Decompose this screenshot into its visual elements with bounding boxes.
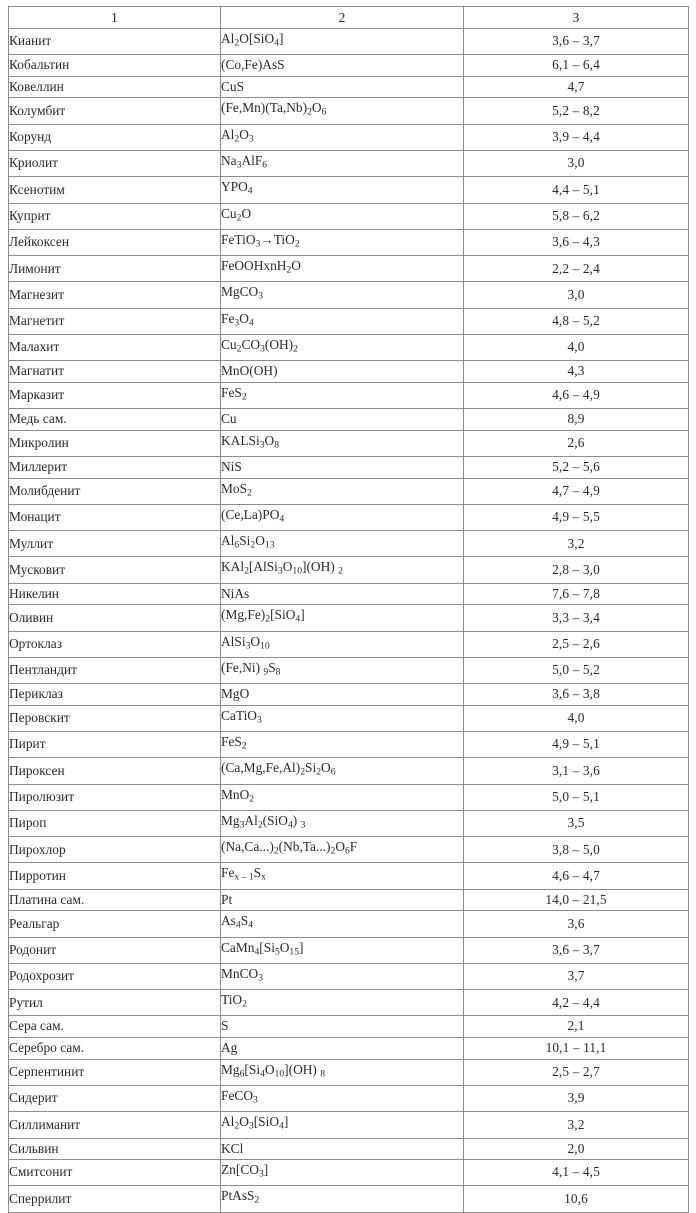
density-value-cell: 2,1 <box>464 1016 689 1038</box>
table-row <box>9 124 689 150</box>
table-row <box>9 361 689 383</box>
mineral-name-cell: Пирохлор <box>9 837 221 863</box>
chemical-formula-cell: $AlSi_3O_{10}$ <box>221 631 464 657</box>
mineral-name-cell: Реальгар <box>9 911 221 937</box>
mineral-name-cell: Смитсонит <box>9 1160 221 1186</box>
chemical-formula-cell: $Mg_3Al_2(SiO_4)$ $_3$ <box>221 810 464 836</box>
density-value-cell: 2,5 – 2,6 <box>464 631 689 657</box>
table-row <box>9 308 689 334</box>
table-row <box>9 282 689 308</box>
table-row <box>9 256 689 282</box>
mineral-name-cell: Сильвин <box>9 1138 221 1160</box>
mineral-name-cell: Пирит <box>9 732 221 758</box>
chemical-formula-cell: FeOOHxnH$_2$O <box>221 256 464 282</box>
chemical-formula-cell: $Al_2O_3[SiO_4]$ <box>221 1112 464 1138</box>
mineral-name-cell: Пиролюзит <box>9 784 221 810</box>
chemical-formula-cell: CuS <box>221 76 464 98</box>
density-value-cell: 5,2 – 5,6 <box>464 457 689 479</box>
chemical-formula-cell: $(Ce,La)PO_4$ <box>221 504 464 530</box>
mineral-name-cell: Ортоклаз <box>9 631 221 657</box>
mineral-name-cell: Молибденит <box>9 478 221 504</box>
table-row <box>9 705 689 731</box>
table-row <box>9 837 689 863</box>
density-value-cell: 4,9 – 5,5 <box>464 504 689 530</box>
table-row <box>9 863 689 889</box>
density-value-cell: 3,2 <box>464 531 689 557</box>
density-value-cell: 4,0 <box>464 335 689 361</box>
table-row <box>9 684 689 706</box>
density-value-cell: 5,8 – 6,2 <box>464 203 689 229</box>
table-row <box>9 177 689 203</box>
chemical-formula-cell: NiS <box>221 457 464 479</box>
mineral-name-cell: Кианит <box>9 29 221 55</box>
mineral-name-cell: Корунд <box>9 124 221 150</box>
density-value-cell: 4,3 <box>464 361 689 383</box>
table-row <box>9 1016 689 1038</box>
chemical-formula-cell: (Co,Fe)AsS <box>221 55 464 77</box>
chemical-formula-cell: $(Mg,Fe)_2[SiO_4]$ <box>221 605 464 631</box>
table-row <box>9 810 689 836</box>
mineral-name-cell: Микролин <box>9 430 221 456</box>
mineral-name-cell: Марказит <box>9 382 221 408</box>
mineral-name-cell: Родохрозит <box>9 963 221 989</box>
table-row <box>9 430 689 456</box>
table-row <box>9 732 689 758</box>
density-value-cell: 4,1 – 4,5 <box>464 1160 689 1186</box>
mineral-name-cell: Монацит <box>9 504 221 530</box>
chemical-formula-cell: $YPO_4$ <box>221 177 464 203</box>
density-value-cell: 3,9 <box>464 1085 689 1111</box>
table-row <box>9 478 689 504</box>
mineral-properties-table <box>8 6 689 1213</box>
mineral-name-cell: Магнезит <box>9 282 221 308</box>
chemical-formula-cell: $(Ca,Mg,Fe,Al)_2Si_2O_6$ <box>221 758 464 784</box>
mineral-name-cell: Кобальтин <box>9 55 221 77</box>
mineral-name-cell: Лейкоксен <box>9 229 221 255</box>
chemical-formula-cell: Ag <box>221 1038 464 1060</box>
density-value-cell: 3,3 – 3,4 <box>464 605 689 631</box>
table-row <box>9 557 689 583</box>
mineral-name-cell: Сперрилит <box>9 1186 221 1212</box>
mineral-name-cell: Магнатит <box>9 361 221 383</box>
table-row <box>9 1112 689 1138</box>
table-row <box>9 203 689 229</box>
table-row <box>9 151 689 177</box>
density-value-cell: 3,1 – 3,6 <box>464 758 689 784</box>
chemical-formula-cell: $Cu_2O$ <box>221 203 464 229</box>
chemical-formula-cell: MgO <box>221 684 464 706</box>
chemical-formula-cell: $Al_2O_3$ <box>221 124 464 150</box>
table-row <box>9 29 689 55</box>
density-value-cell: 2,2 – 2,4 <box>464 256 689 282</box>
density-value-cell: 3,6 <box>464 911 689 937</box>
mineral-name-cell: Мусковит <box>9 557 221 583</box>
mineral-name-cell: Лимонит <box>9 256 221 282</box>
mineral-name-cell: Никелин <box>9 583 221 605</box>
density-value-cell: 5,0 – 5,2 <box>464 657 689 683</box>
table-row <box>9 657 689 683</box>
mineral-name-cell: Перовскит <box>9 705 221 731</box>
chemical-formula-cell: Pt <box>221 889 464 911</box>
table-body <box>9 29 689 1213</box>
density-value-cell: 3,8 – 5,0 <box>464 837 689 863</box>
table-row <box>9 409 689 431</box>
mineral-name-cell: Ксенотим <box>9 177 221 203</box>
chemical-formula-cell: NiAs <box>221 583 464 605</box>
table-row <box>9 631 689 657</box>
table-row <box>9 784 689 810</box>
table-row <box>9 229 689 255</box>
table-row <box>9 1038 689 1060</box>
density-value-cell: 3,6 – 4,3 <box>464 229 689 255</box>
chemical-formula-cell: $CaMn_4[Si_5O_{15}]$ <box>221 937 464 963</box>
density-value-cell: 2,5 – 2,7 <box>464 1059 689 1085</box>
table-row <box>9 889 689 911</box>
table-row <box>9 605 689 631</box>
table-row <box>9 1160 689 1186</box>
page-sheet <box>0 6 696 1207</box>
mineral-name-cell: Пентландит <box>9 657 221 683</box>
density-value-cell: 14,0 – 21,5 <box>464 889 689 911</box>
chemical-formula-cell: MnO$_2$ <box>221 784 464 810</box>
mineral-name-cell: Муллит <box>9 531 221 557</box>
mineral-name-cell: Силлиманит <box>9 1112 221 1138</box>
mineral-name-cell: Колумбит <box>9 98 221 124</box>
table-row <box>9 504 689 530</box>
density-value-cell: 7,6 – 7,8 <box>464 583 689 605</box>
mineral-name-cell: Пироп <box>9 810 221 836</box>
table-row <box>9 1186 689 1212</box>
mineral-name-cell: Рутил <box>9 990 221 1016</box>
density-value-cell: 10,6 <box>464 1186 689 1212</box>
density-value-cell: 3,7 <box>464 963 689 989</box>
chemical-formula-cell: MnCO$_3$ <box>221 963 464 989</box>
chemical-formula-cell: $(Fe,Mn)(Ta,Nb)_2O_6$ <box>221 98 464 124</box>
table-row <box>9 1138 689 1160</box>
table-row <box>9 457 689 479</box>
chemical-formula-cell: KCl <box>221 1138 464 1160</box>
chemical-formula-cell: PtAsS$_2$ <box>221 1186 464 1212</box>
table-row <box>9 76 689 98</box>
table-row <box>9 98 689 124</box>
column-header-3: 3 <box>464 7 689 29</box>
density-value-cell: 3,6 – 3,7 <box>464 937 689 963</box>
mineral-name-cell: Платина сам. <box>9 889 221 911</box>
mineral-name-cell: Криолит <box>9 151 221 177</box>
density-value-cell: 4,7 <box>464 76 689 98</box>
density-value-cell: 4,4 – 5,1 <box>464 177 689 203</box>
chemical-formula-cell: $Fe_3O_4$ <box>221 308 464 334</box>
density-value-cell: 3,9 – 4,4 <box>464 124 689 150</box>
chemical-formula-cell: TiO$_2$ <box>221 990 464 1016</box>
chemical-formula-cell: MoS$_2$ <box>221 478 464 504</box>
density-value-cell: 4,7 – 4,9 <box>464 478 689 504</box>
mineral-name-cell: Родонит <box>9 937 221 963</box>
mineral-name-cell: Периклаз <box>9 684 221 706</box>
mineral-name-cell: Миллерит <box>9 457 221 479</box>
mineral-name-cell: Сидерит <box>9 1085 221 1111</box>
chemical-formula-cell: $Mg_6[Si_4O_{10}](OH)$ $_8$ <box>221 1059 464 1085</box>
chemical-formula-cell: FeTiO$_3$→TiO$_2$ <box>221 229 464 255</box>
chemical-formula-cell: $Cu_2CO_3(OH)_2$ <box>221 335 464 361</box>
density-value-cell: 4,0 <box>464 705 689 731</box>
mineral-name-cell: Медь сам. <box>9 409 221 431</box>
table-row <box>9 335 689 361</box>
table-row <box>9 758 689 784</box>
density-value-cell: 4,6 – 4,7 <box>464 863 689 889</box>
mineral-name-cell: Куприт <box>9 203 221 229</box>
chemical-formula-cell: MnO(OH) <box>221 361 464 383</box>
density-value-cell: 4,9 – 5,1 <box>464 732 689 758</box>
density-value-cell: 5,0 – 5,1 <box>464 784 689 810</box>
density-value-cell: 3,0 <box>464 151 689 177</box>
mineral-name-cell: Серпентинит <box>9 1059 221 1085</box>
chemical-formula-cell: $KALSi_3O_8$ <box>221 430 464 456</box>
density-value-cell: 3,6 – 3,7 <box>464 29 689 55</box>
table-header <box>9 7 689 29</box>
chemical-formula-cell: FeS$_2$ <box>221 382 464 408</box>
header-row <box>9 7 689 29</box>
chemical-formula-cell: $Na_3AlF_6$ <box>221 151 464 177</box>
chemical-formula-cell: $Fe_{x - 1}S_x$ <box>221 863 464 889</box>
table-row <box>9 1059 689 1085</box>
density-value-cell: 3,0 <box>464 282 689 308</box>
mineral-name-cell: Пироксен <box>9 758 221 784</box>
chemical-formula-cell: $As_4S_4$ <box>221 911 464 937</box>
chemical-formula-cell: CaTiO$_3$ <box>221 705 464 731</box>
density-value-cell: 3,6 – 3,8 <box>464 684 689 706</box>
density-value-cell: 10,1 – 11,1 <box>464 1038 689 1060</box>
density-value-cell: 5,2 – 8,2 <box>464 98 689 124</box>
table-row <box>9 531 689 557</box>
density-value-cell: 8,9 <box>464 409 689 431</box>
chemical-formula-cell: $KAl_2[AlSi_3O_{10}](OH)$ $_2$ <box>221 557 464 583</box>
chemical-formula-cell: $(Na,Ca...)_2(Nb,Ta...)_2O_6F$ <box>221 837 464 863</box>
mineral-name-cell: Пирротин <box>9 863 221 889</box>
density-value-cell: 3,5 <box>464 810 689 836</box>
table-row <box>9 911 689 937</box>
density-value-cell: 6,1 – 6,4 <box>464 55 689 77</box>
chemical-formula-cell: Cu <box>221 409 464 431</box>
table-row <box>9 990 689 1016</box>
table-row <box>9 1085 689 1111</box>
table-row <box>9 55 689 77</box>
table-row <box>9 937 689 963</box>
density-value-cell: 2,8 – 3,0 <box>464 557 689 583</box>
mineral-name-cell: Малахит <box>9 335 221 361</box>
chemical-formula-cell: $Al_2O[SiO_4]$ <box>221 29 464 55</box>
mineral-name-cell: Серебро сам. <box>9 1038 221 1060</box>
density-value-cell: 2,6 <box>464 430 689 456</box>
mineral-name-cell: Сера сам. <box>9 1016 221 1038</box>
chemical-formula-cell: $Al_6Si_2O_{13}$ <box>221 531 464 557</box>
chemical-formula-cell: (Fe,Ni) $_9S_8$ <box>221 657 464 683</box>
chemical-formula-cell: S <box>221 1016 464 1038</box>
chemical-formula-cell: MgCO$_3$ <box>221 282 464 308</box>
table-row <box>9 583 689 605</box>
mineral-name-cell: Ковеллин <box>9 76 221 98</box>
chemical-formula-cell: $Zn[CO_3]$ <box>221 1160 464 1186</box>
density-value-cell: 3,2 <box>464 1112 689 1138</box>
density-value-cell: 2,0 <box>464 1138 689 1160</box>
density-value-cell: 4,2 – 4,4 <box>464 990 689 1016</box>
chemical-formula-cell: FeS$_2$ <box>221 732 464 758</box>
table-row <box>9 963 689 989</box>
table-row <box>9 382 689 408</box>
density-value-cell: 4,8 – 5,2 <box>464 308 689 334</box>
mineral-name-cell: Оливин <box>9 605 221 631</box>
density-value-cell: 4,6 – 4,9 <box>464 382 689 408</box>
column-header-2: 2 <box>221 7 464 29</box>
mineral-name-cell: Магнетит <box>9 308 221 334</box>
chemical-formula-cell: FeCO$_3$ <box>221 1085 464 1111</box>
column-header-1: 1 <box>9 7 221 29</box>
